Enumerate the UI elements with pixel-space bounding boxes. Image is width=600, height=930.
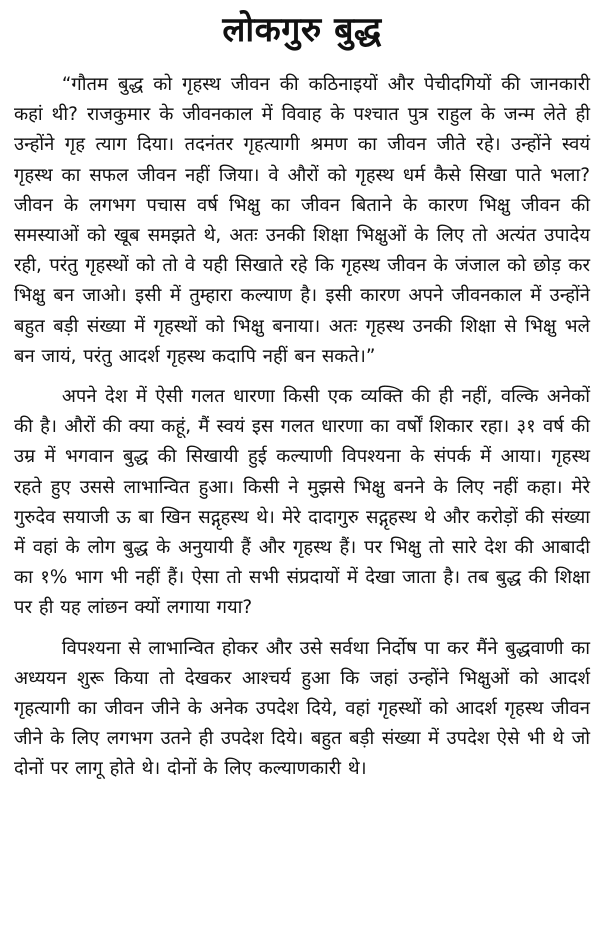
paragraph-misconception: अपने देश में ऐसी गलत धारणा किसी एक व्यक्ति की ही नहीं, वल्कि अनेकों की है। औरों की क्या कहूं, मैं स्वयं इस गलत धारणा का वर्षों शिकार रहा। ३१ वर्ष की उम्र में भगवान बुद्ध की सिखायी हुई कल्याणी विपश्यना के संपर्क में आया। गृहस्थ रहते हुए उससे लाभान्वित हुआ। किसी ने मुझसे भिक्षु बनने के लिए नहीं कहा। मेरे गुरुदेव सयाजी ऊ बा खिन सद्गृहस्थ थे। मेरे दादागुरु सद्गृहस्थ थे और करोड़ों की संख्या में वहां के लोग बुद्ध के अनुयायी हैं और गृहस्थ हैं। पर भिक्षु तो सारे देश की आबादी का १% भाग भी नहीं हैं। ऐसा तो सभी संप्रदायों में देखा जाता है। तब बुद्ध की शिक्षा पर ही यह लांछन क्यों लगाया गया? <box>14 386 590 619</box>
paragraph-quote: “गौतम बुद्ध को गृहस्थ जीवन की कठिनाइयों और पेचीदगियों की जानकारी कहां थी? राजकुमार के जीवनकाल में विवाह के पश्चात पुत्र राहुल के जन्म लेते ही उन्होंने गृह त्याग दिया। तदनंतर गृहत्यागी श्रमण का जीवन जीते रहे। उन्होंने स्वयं गृहस्थ का सफल जीवन नहीं जिया। वे औरों को गृहस्थ धर्म कैसे सिखा पाते भला? जीवन के लगभग पचास वर्ष भिक्षु का जीवन बिताने के कारण भिक्षु जीवन की समस्याओं को खूब समझते थे, अतः उनकी शिक्षा भिक्षुओं के लिए तो अत्यंत उपादेय रही, परंतु गृहस्थों को तो वे यही सिखाते रहे कि गृहस्थ जीवन के जंजाल को छोड़ कर भिक्षु बन जाओ। इसी में तुम्हारा कल्याण है। इसी कारण अपने जीवनकाल में उन्होंने बहुत बड़ी संख्या में गृहस्थों को भिक्षु बनाया। अतः गृहस्थ उनकी शिक्षा से भिक्षु भले बन जायं, परंतु आदर्श गृहस्थ कदापि नहीं बन सकते।” <box>14 74 590 367</box>
page-title: लोकगुरु बुद्ध <box>222 10 382 50</box>
paragraph-buddhavani: विपश्यना से लाभान्वित होकर और उसे सर्वथा निर्दोष पा कर मैंने बुद्धवाणी का अध्ययन शुरू किया तो देखकर आश्चर्य हुआ कि जहां उन्होंने भिक्षुओं को आदर्श गृहत्यागी का जीवन जीने के अनेक उपदेश दिये, वहां गृहस्थों को आदर्श गृहस्थ जीवन जीने के लिए लगभग उतने ही उपदेश दिये। बहुत बड़ी संख्या में उपदेश ऐसे भी थे जो दोनों पर लागू होते थे। दोनों के लिए कल्याणकारी थे। <box>14 637 590 780</box>
